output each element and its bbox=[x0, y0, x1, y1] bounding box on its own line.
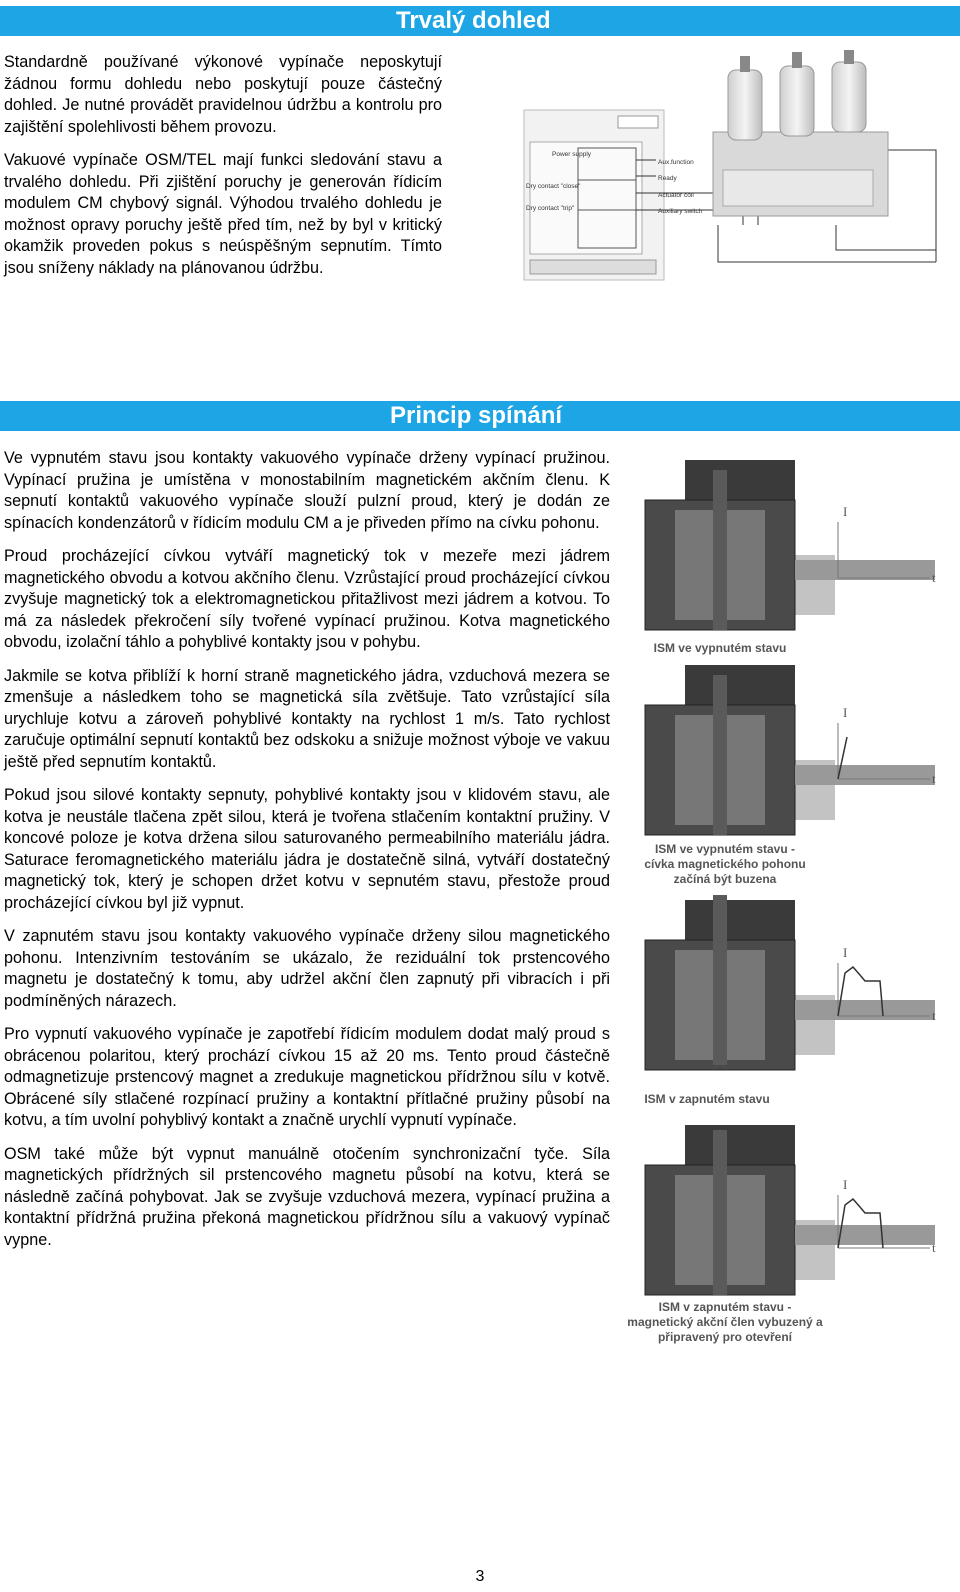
paragraph: OSM také může být vypnut manuálně otočením synchronizační tyče. Síla magnetických přídržných sil prstencového magnetu působí na kotvu, která se následně začíná pohybovat. Jak se zvyšuje vzduchová mezera, vypínací pružina a kontaktní přídržná pružina překoná magnetickou přídržnou sílu a vakuový vypínač vypne. bbox=[4, 1144, 610, 1249]
diagram-label: Dry contact "trip" bbox=[526, 205, 575, 212]
axis-label-x: t bbox=[932, 570, 936, 585]
figure-caption: cívka magnetického pohonu bbox=[644, 857, 806, 871]
axis-label-x: t bbox=[932, 1240, 936, 1255]
figure-caption: magnetický akční člen vybuzený a bbox=[627, 1315, 823, 1329]
diagram-label: Aux.function bbox=[658, 159, 694, 166]
figure-caption: ISM v zapnutém stavu - bbox=[658, 1300, 792, 1314]
page-number: 3 bbox=[475, 1568, 485, 1585]
paragraph: Proud procházející cívkou vytváří magnetický tok v mezeře mezi jádrem magnetického obvodu a kotvou akčního členu. Vzrůstající proud procházející cívkou zvyšuje magnetický tok a elektromagnetickou přitažlivost mezi jádrem a kotvou. To má za následek překročení síly tvořené vypínací pružinou. Kotva magnetického obvodu, izolační táhlo a pohyblivé kontakty jsou v pohybu. bbox=[4, 547, 610, 651]
breaker-illustration bbox=[518, 50, 958, 290]
axis-label-y: I bbox=[843, 1177, 848, 1192]
paragraph: Ve vypnutém stavu jsou kontakty vakuového vypínače drženy vypínací pružinou. Vypínací pružina je umístěna v monostabilním magnetickém akčním členu. K sepnutí kontaktů vakuového vypínače slouží pulzní proud, který je dodán ze spínacích kondenzátorů v řídicím modulu CM a je přiveden přímo na cívku pohonu. bbox=[4, 449, 610, 532]
axis-label-y: I bbox=[843, 705, 848, 720]
paragraph: Vakuové vypínače OSM/TEL mají funkci sledování stavu a trvalého dohledu. Při zjištění poruchy je generován řídicím modulem CM chybový signál. Výhodou trvalého dohledu je možnost opravy poruchy ještě před tím, než by byl v kritický okamžik proveden pokus s neúspěšným sepnutím. Tímto jsou sníženy náklady na plánovanou údržbu. bbox=[4, 151, 442, 277]
section-band-spinani bbox=[0, 401, 960, 431]
axis-label-x: t bbox=[932, 1008, 936, 1023]
control-module bbox=[524, 110, 664, 280]
diagram-label: Ready bbox=[658, 175, 677, 182]
paragraph: V zapnutém stavu jsou kontakty vakuového vypínače drženy silou magnetického pohonu. Intenzivním testováním se ukázalo, že reziduální tok prstencového magnetu je dostatečný k tomu, aby udržel akční člen zapnutý při vibracích i při podmíněných nárazech. bbox=[4, 927, 610, 1010]
actuator-figure-3 bbox=[625, 895, 960, 1115]
actuator-figure-1 bbox=[625, 460, 960, 670]
actuator-figure-2 bbox=[625, 665, 960, 890]
text-spinani bbox=[4, 448, 610, 1263]
actuator-figure-4 bbox=[625, 1125, 960, 1355]
figure-caption: začíná být buzena bbox=[673, 872, 777, 886]
section-band-dohled bbox=[0, 6, 960, 36]
axis-label-y: I bbox=[843, 945, 848, 960]
diagram-label: Power supply bbox=[552, 151, 592, 158]
paragraph: Jakmile se kotva přiblíží k horní straně magnetického jádra, vzduchová mezera se zmenšuje a následkem toho se magnetická síla zvětšuje. Tato vzrůstající síla urychluje kotvu a zároveň pohyblivé kontakty na rychlost 1 m/s. Tato rychlost zaručuje optimální sepnutí kontaktů bez odskoku a snižuje možnost výboje ve vakuu ještě před sepnutím kontaktů. bbox=[4, 666, 610, 771]
diagram-label: Auxiliary switch bbox=[658, 208, 703, 215]
figure-caption: připravený pro otevření bbox=[657, 1330, 793, 1344]
axis-label-y: I bbox=[843, 504, 848, 519]
section-title-dohled: Trvalý dohled bbox=[396, 7, 551, 34]
vacuum-interrupters bbox=[713, 50, 888, 216]
section-title-spinani: Princip spínání bbox=[390, 402, 563, 429]
figure-caption: ISM ve vypnutém stavu bbox=[653, 641, 787, 655]
text-dohled bbox=[4, 52, 442, 291]
axis-label-x: t bbox=[932, 771, 936, 786]
diagram-label: Dry contact "close" bbox=[526, 183, 581, 190]
diagram-label: Actuator coil bbox=[658, 192, 694, 199]
paragraph: Standardně používané výkonové vypínače neposkytují žádnou formu dohledu nebo poskytují pouze částečný dohled. Je nutné provádět pravidelnou údržbu a kontrolu pro zajištění spolehlivosti během provozu. bbox=[4, 53, 442, 136]
figure-caption: ISM v zapnutém stavu bbox=[644, 1092, 770, 1106]
paragraph: Pro vypnutí vakuového vypínače je zapotřebí řídicím modulem dodat malý proud s obrácenou polaritou, který prochází cívkou 15 až 20 ms. Tento proud částečně odmagnetizuje prstencový magnet a zredukuje magnetickou přídržnou sílu v kotvě. Obrácené síly stlačené rozpínací pružiny a kontaktní přítlačné pružiny působí na kotvu, a tím uvolní pohyblivý kontakt a značně urychlí vypnutí vypínače. bbox=[4, 1025, 610, 1129]
paragraph: Pokud jsou silové kontakty sepnuty, pohyblivé kontakty jsou v klidovém stavu, ale kotva je neustále tlačena zpět silou, která je tvořena stlačením kontaktní pružiny. V koncové poloze je kotva držena silou saturovaného permeabilního materiálu jádra. Saturace feromagnetického materiálu jádra je dostatečně silná, vytváří dostatečný magnetický tok, který je schopen držet kotvu v sepnutém stavu, přestože proud procházející cívkou byl již vypnut. bbox=[4, 786, 610, 912]
figure-caption: ISM ve vypnutém stavu - bbox=[654, 842, 796, 856]
